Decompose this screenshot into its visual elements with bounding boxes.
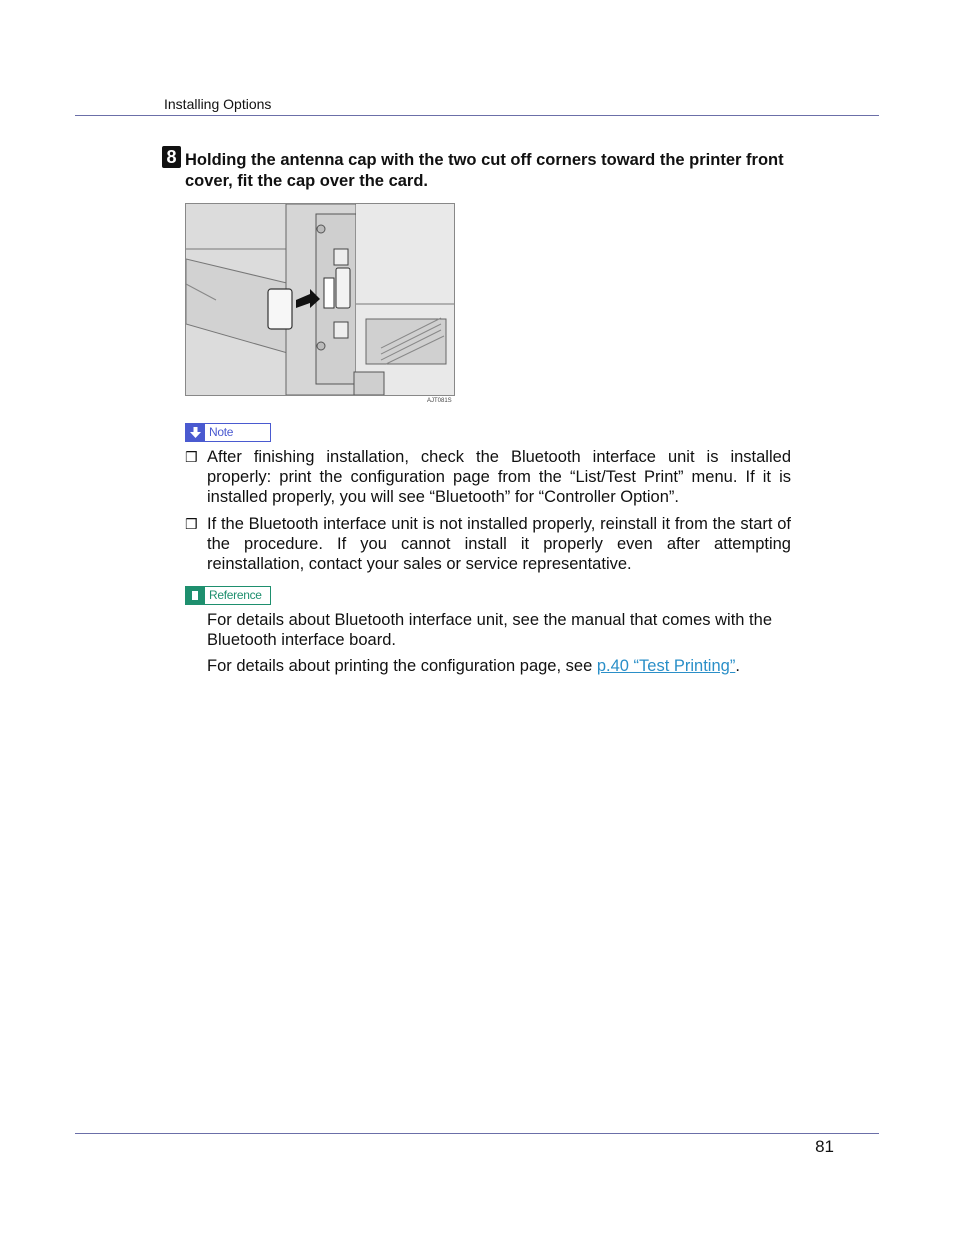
- reference-paragraph-2-prefix: For details about printing the configuration page, see: [207, 657, 597, 675]
- reference-paragraph-2-suffix: .: [735, 657, 740, 675]
- note-bullet-2: ❒: [185, 516, 198, 532]
- note-item-1: After finishing installation, check the Bluetooth interface unit is installed properly: print the configuration page from the “List/Test Print” menu. If it is installed properly, you will see “Bluetooth” for “Controller Option”.: [207, 448, 791, 506]
- note-bullet-1: ❒: [185, 449, 198, 465]
- step-number-badge: 8: [162, 146, 181, 168]
- reference-label: [185, 586, 271, 605]
- page-number: 81: [815, 1137, 834, 1156]
- printer-illustration: [185, 203, 455, 396]
- figure-code: AJT081S: [427, 398, 452, 404]
- note-label-text: Note: [209, 425, 234, 439]
- printer-rear-drawing: [186, 204, 454, 395]
- note-item-2: If the Bluetooth interface unit is not installed properly, reinstall it from the start of the procedure. If you cannot install it properly even after attempting reinstallation, contact your sales or service representative.: [207, 515, 791, 573]
- test-printing-link[interactable]: p.40 “Test Printing”: [596, 657, 736, 675]
- footer-rule: [75, 1133, 879, 1134]
- header-rule: [75, 115, 879, 116]
- running-header: Installing Options: [164, 96, 272, 112]
- reference-label-text: Reference: [209, 588, 262, 602]
- reference-book-icon: [186, 587, 205, 604]
- reference-paragraph-1: For details about Bluetooth interface unit, see the manual that comes with the Bluetooth interface board.: [207, 611, 772, 649]
- step-instruction: Holding the antenna cap with the two cut off corners toward the printer front cover, fit the cap over the card.: [185, 151, 784, 190]
- reference-paragraph-2: [207, 656, 791, 676]
- note-label: [185, 423, 271, 442]
- down-arrow-icon: [186, 424, 205, 441]
